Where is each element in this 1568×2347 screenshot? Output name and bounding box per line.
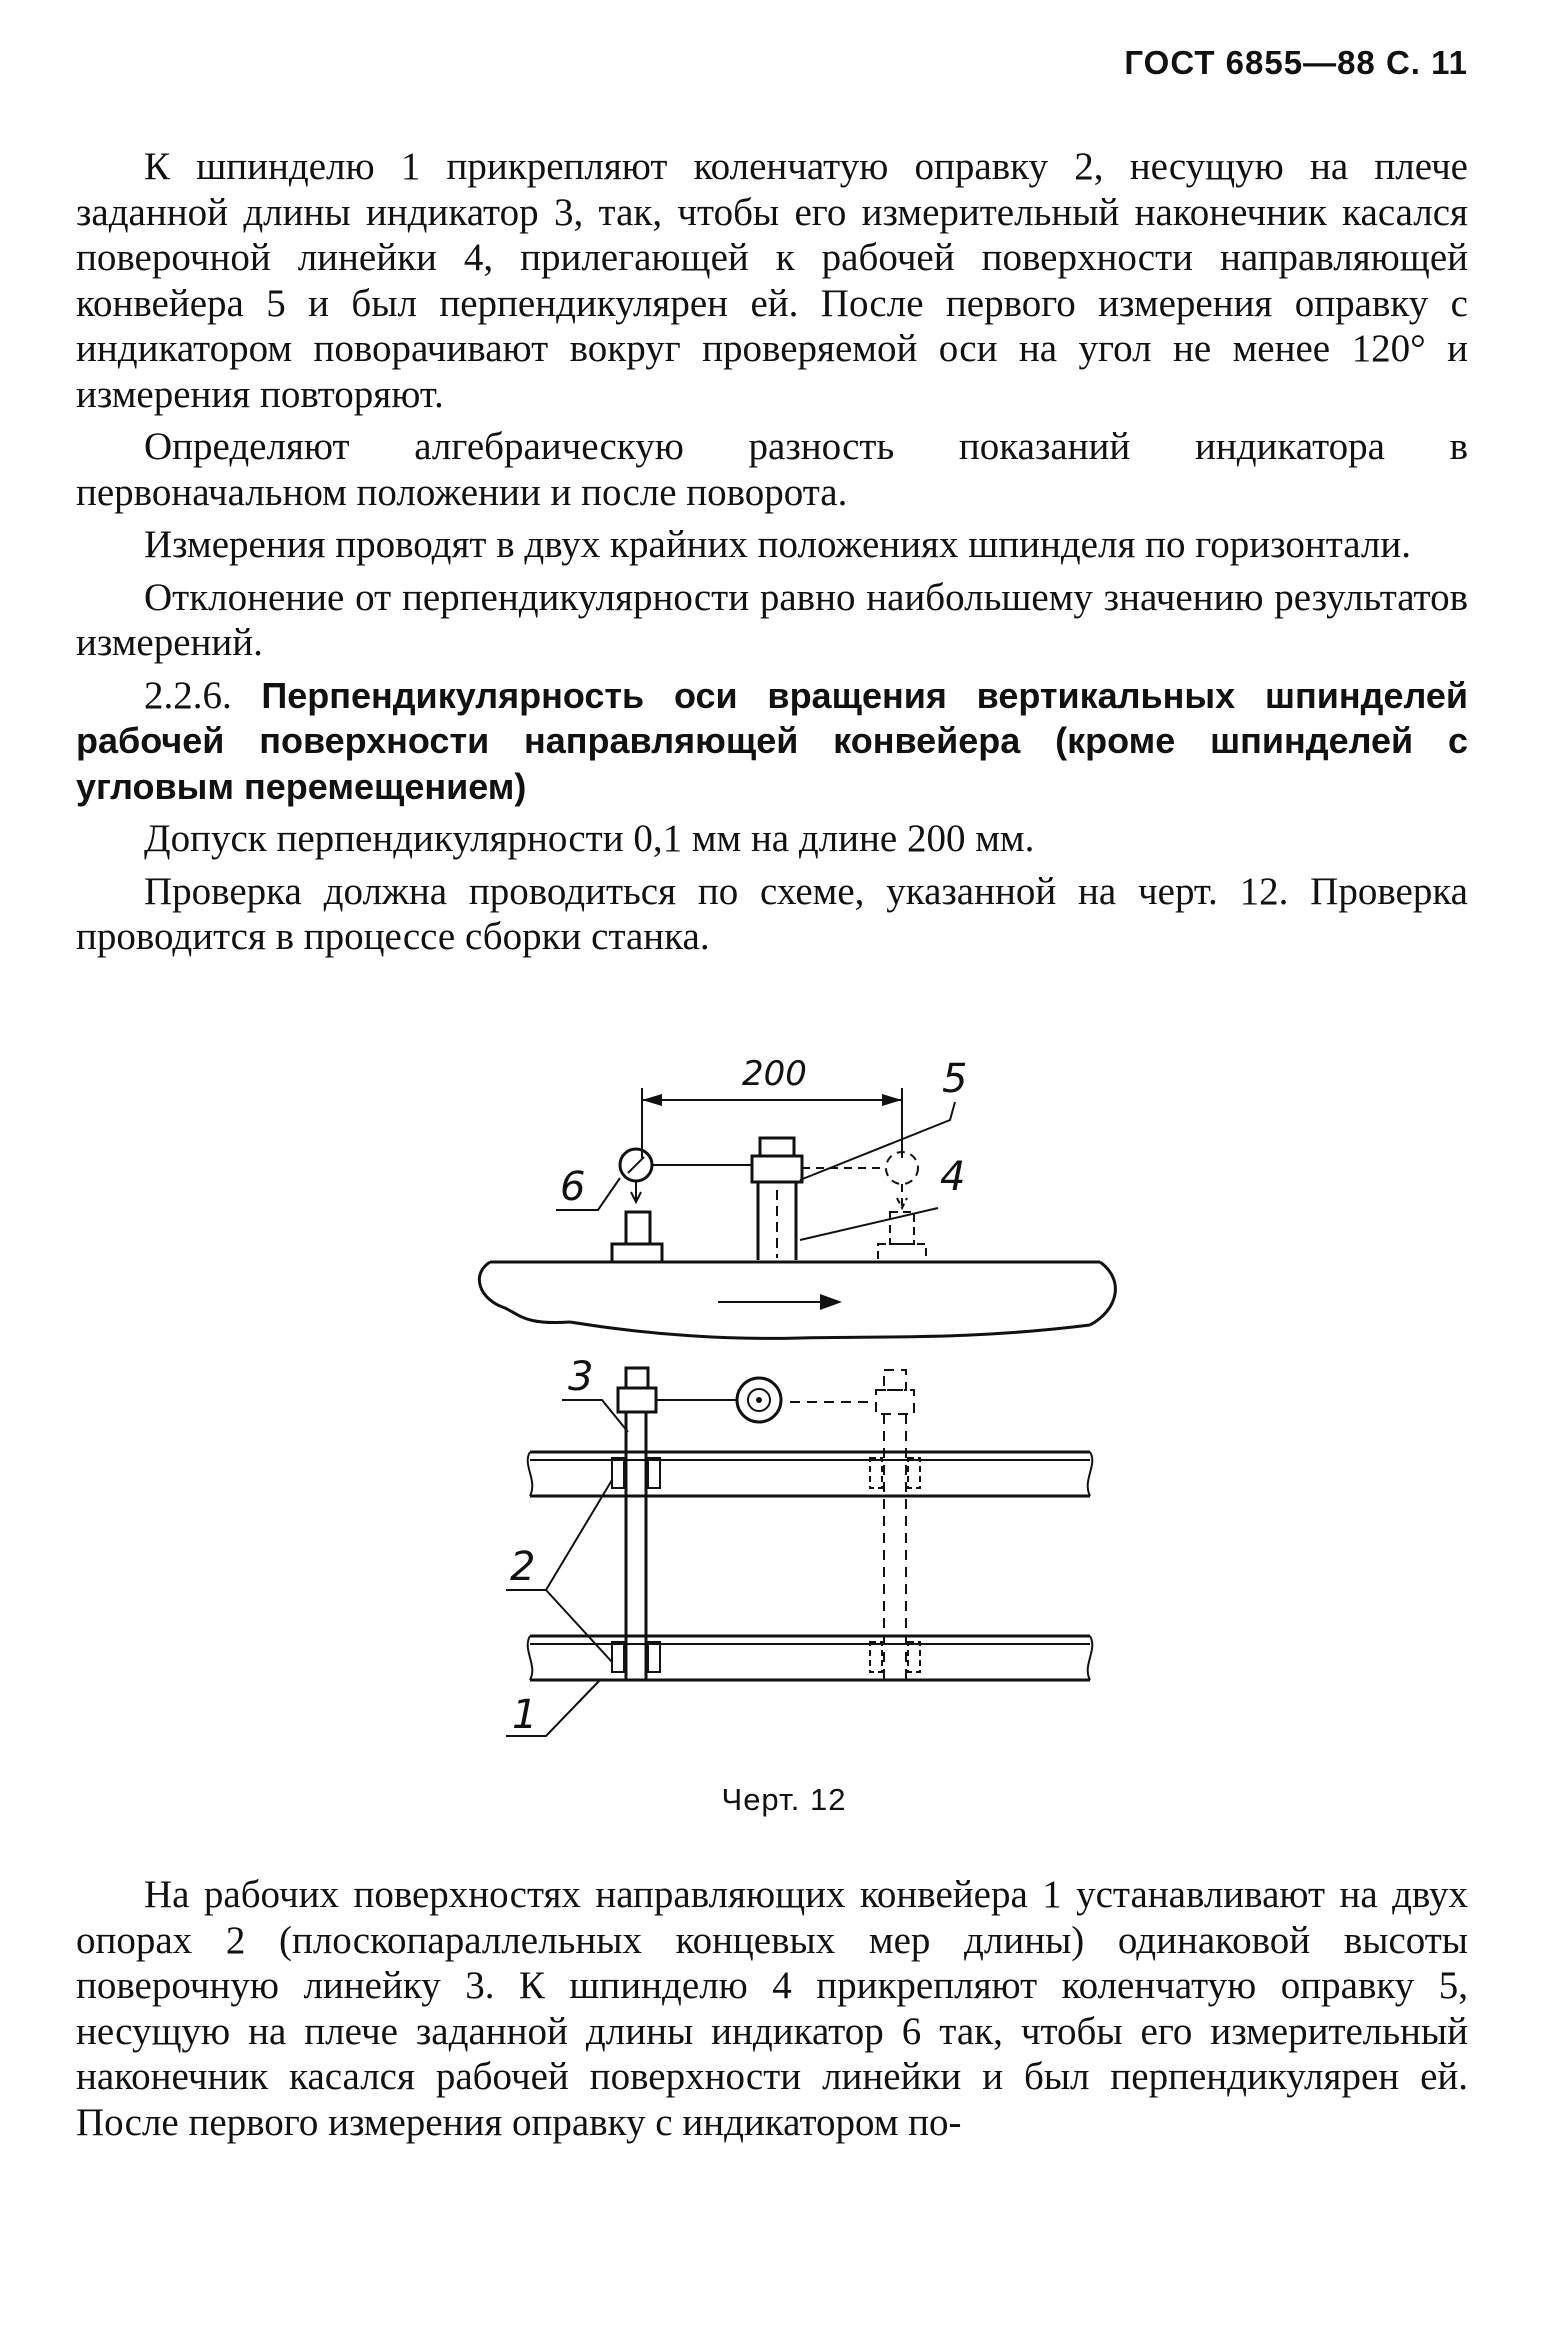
guide-rail-lower: [528, 1636, 1093, 1680]
paragraph: К шпинделю 1 прикрепляют коленчатую оправку 2, несущую на плече заданной длины индикатор 3, так, чтобы его измерительный наконечник касался поверочной линейки 4, прилегающей к рабочей поверхности направляющей конвейера 5 и был перпендикулярен ей. После первого измерения оправку с индикатором поворачивают вокруг проверяемой оси на угол не менее 120° и измерения повторяют.: [76, 145, 1468, 416]
spindle-upper: [752, 1138, 802, 1260]
label-6: 6: [560, 1164, 586, 1210]
leader-4: [800, 1208, 938, 1240]
paragraph: Измерения проводят в двух крайних положениях шпинделя по горизонтали.: [144, 523, 1411, 566]
support-block-left: [612, 1212, 662, 1262]
body-text-top: [76, 144, 1468, 967]
spindle-plan-right-dashed: [790, 1370, 914, 1680]
indicator-plan: [737, 1378, 781, 1422]
figure-caption: Черт. 12: [721, 1782, 847, 1817]
section-heading: [76, 673, 1468, 810]
label-1: 1: [512, 1692, 538, 1738]
dimension-200: [642, 1054, 902, 1158]
label-3: 3: [568, 1354, 594, 1400]
indicator-left: [620, 1149, 752, 1202]
technical-drawing: [450, 1040, 1150, 1780]
section-title: Перпендикулярность оси вращения вертикальных шпинделей рабочей поверхности направляющей конвейера (кроме шпинделей с угловым перемещением): [76, 674, 1469, 807]
indicator-right-dashed: [802, 1152, 918, 1206]
label-5: 5: [942, 1056, 968, 1102]
dimension-label: 200: [742, 1054, 807, 1094]
spindle-plan-left: [618, 1368, 736, 1680]
movement-arrow: [820, 1294, 842, 1310]
label-2: 2: [510, 1544, 536, 1590]
label-4: 4: [940, 1154, 966, 1200]
paragraph: Определяют алгебраическую разность показаний индикатора в первоначальном положении и после поворота.: [76, 425, 1468, 514]
paragraph: Отклонение от перпендикулярности равно наибольшему значению результатов измерений.: [76, 575, 1468, 664]
conveyor-section: [479, 1262, 1115, 1338]
section-number: 2.2.6.: [144, 673, 232, 717]
body-text-bottom: [76, 1872, 1468, 2152]
paragraph: Допуск перпендикулярности 0,1 мм на длине 200 мм.: [144, 817, 1035, 860]
running-header: ГОСТ 6855—88 С. 11: [1124, 44, 1468, 81]
leader-2b: [546, 1590, 612, 1662]
paragraph: На рабочих поверхностях направляющих конвейера 1 устанавливают на двух опорах 2 (плоскопараллельных концевых мер длины) одинаковой высоты поверочную линейку 3. К шпинделю 4 прикрепляют коленчатую оправку 5, несущую на плече заданной длины индикатор 6 так, чтобы его измерительный наконечник касался рабочей поверхности линейки и был перпендикулярен ей. После первого измерения оправку с индикатором по-: [76, 1873, 1468, 2144]
paragraph: Проверка должна проводиться по схеме, указанной на черт. 12. Проверка проводится в процессе сборки станка.: [76, 869, 1468, 958]
guide-rail-upper: [528, 1452, 1093, 1496]
